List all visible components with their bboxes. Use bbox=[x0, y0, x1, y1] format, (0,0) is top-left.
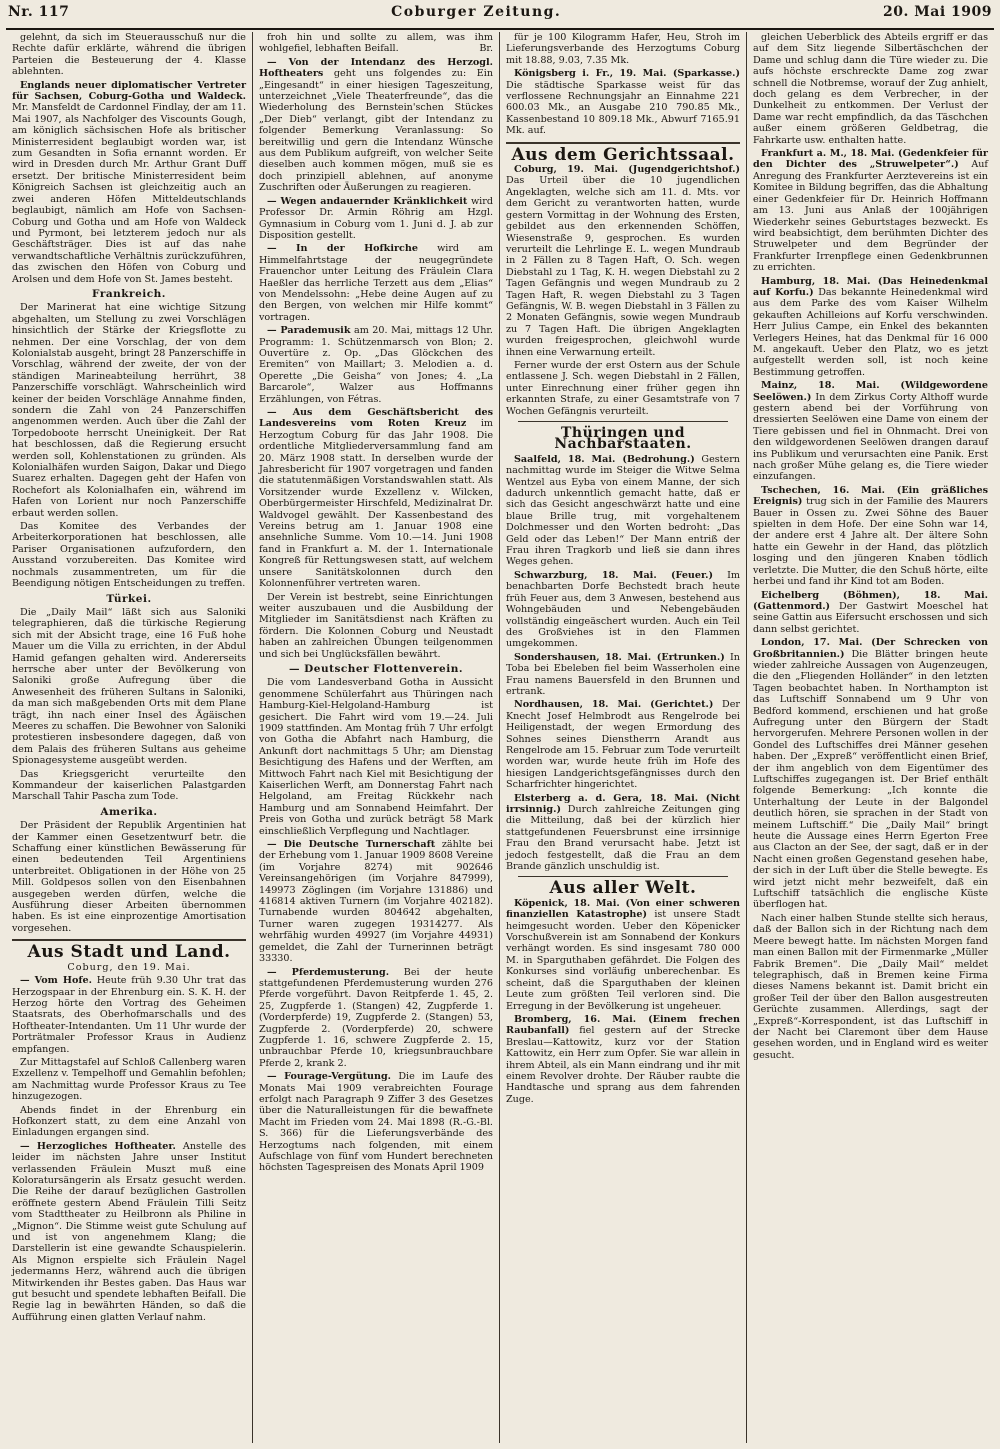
article-paragraph bbox=[259, 967, 493, 1070]
article-text: gleichen Ueberblick des Abteils ergriff er das auf dem Sitz liegende Silbertäschchen der Dame und schlug dann die Türe wieder zu. Die aufs höchste erschreckte Dame zog zwar schnell die Notbremse, worauf der Zug anhielt, doch gelang es dem Verbrecher, in der Dunkelheit zu entkommen. Der Verlust der Dame war recht empfindlich, da das Täschchen außer einem größeren Geldbetrag, die Fahrkarte usw. enthalten hatte. bbox=[753, 32, 988, 146]
article-text: trug sich in der Familie des Maurers Bauer in Ossen zu. Zwei Söhne des Bauer spielten in dem Hofe. Der eine Sohn war 14, der andere erst 4 Jahre alt. Der ältere Sohn hatte ein Gewehr in der Hand, das plötzlich losging und den jüngeren Knaben tödlich verletzte. Die Mutter, die den Schuß hörte, eilte herbei und fand ihr Kind tot am Boden. bbox=[753, 496, 988, 588]
newspaper-title: Coburger Zeitung. bbox=[391, 4, 562, 20]
article-lead: Tschechen, 16. Mai. (Ein gräßliches Ereignis) bbox=[753, 484, 988, 508]
article-text: Das Komitee des Verbandes der Arbeiterkorporationen hat beschlossen, alle Pariser Organisationen aufzufordern, den Ausstand vorzubereiten. Das Komitee wird nochmals zusammentreten, um für die Beendigung nötigen Entscheidungen zu treffen. bbox=[12, 521, 246, 590]
section-heading-flottenverein: — Deutscher Flottenverein. bbox=[289, 662, 463, 675]
article-lead: Schwarzburg, 18. Mai. (Feuer.) bbox=[514, 569, 714, 581]
article-lead: London, 17. Mai. (Der Schrecken von Großbritannien.) bbox=[753, 637, 988, 660]
article-paragraph bbox=[753, 276, 988, 379]
column-4 bbox=[747, 32, 994, 1443]
article-paragraph bbox=[753, 380, 988, 483]
article-text: Durch zahlreiche Zeitungen ging die Mitteilung, daß bei der kürzlich hier stattgefundenen Feuersbrunst eine irrsinnige Frau den Brand verursacht habe. Jetzt ist jedoch festgestellt, daß die Frau an dem Brande gänzlich unschuldig ist. bbox=[506, 804, 740, 873]
article-lead: Königsberg i. Fr., 19. Mai. (Sparkasse.) bbox=[514, 68, 740, 80]
article-text: Anstelle des leider im nächsten Jahre unser Institut verlassenden Fräulein Muszt muß eine Koloratursängerin als Ersatz gesucht werden. Die Reihe der darauf bezüglichen Gastrollen eröffnete gestern Abend Fräulein Tilli Seitz vom Stadttheater zu Heilbronn als Philine in „Mignon“. Die Stimme weist gute Schulung auf und ist von angenehmem Klang; die Darstellerin ist eine gewandte Schauspielerin. Als Mignon erspielte sich Fräulein Nagel jedermanns Herz, während auch die übrigen Mitwirkenden ihr Bestes gaben. Das Haus war gut besucht und spendete lebhaften Beifall. Die Regie lag in bewährten Händen, so daß die Aufführung einen glatten Verlauf nahm. bbox=[12, 1140, 246, 1323]
section-divider bbox=[518, 876, 728, 877]
column-1 bbox=[6, 32, 253, 1443]
section-heading-frankreich: Frankreich. bbox=[92, 287, 166, 300]
article-lead: Köpenick, 18. Mai. (Von einer schweren finanziellen Katastrophe) bbox=[506, 897, 740, 921]
article-paragraph bbox=[753, 485, 988, 588]
article-paragraph bbox=[259, 839, 493, 964]
article-text: geht uns folgendes zu: Ein „Eingesandt“ in einer hiesigen Tageszeitung, unterzeichnet „Viele Theaterfreunde“, das die Wiederholung des Bernstein'schen Stückes „Der Dieb“ verlangt, gibt der Intendanz zu folgender Bemerkung Veranlassung: So bereitwillig und gern die Intendanz Wünsche aus dem Publikum aufgreift, von welcher Seite dieselben auch kommen mögen, muß sie es doch prinzipiell ablehnen, auf anonyme Zuschriften oder Äußerungen zu reagieren. bbox=[259, 68, 493, 194]
article-text: Der Marinerat hat eine wichtige Sitzung abgehalten, um Stellung zu zwei Vorschlägen hinsichtlich der Stärke der Kriegsflotte zu nehmen. Der eine Vorschlag, der von dem Kolonialstab ausgeht, bringt 28 Panzerschiffe in Vorschlag, während der zweite, der von der ständigen Marineabteilung herrührt, 38 Panzerschiffe vorschlägt. Wahrscheinlich wird keiner der beiden Vorschläge Annahme finden, sondern die Zahl von 24 Panzerschiffen angenommen werden. Auch über die Zahl der Torpedoboote herrscht Uneinigkeit. Der Rat hat beschlossen, daß die Regierung ersucht werden soll, Kohlenstationen zu gründen. Als Kolonialhäfen wurden Saigon, Dakar und Diego Suarez erhalten. Dagegen geht der Hafen von Rochefort als Kolonialhafen ein, während im Hafen von Lorient nur noch Panzerschiffe erbaut werden sollen. bbox=[12, 302, 246, 519]
section-heading-stadt-und-land: Aus Stadt und Land. bbox=[27, 942, 231, 963]
article-paragraph bbox=[12, 1141, 246, 1324]
article-paragraph bbox=[506, 898, 740, 1012]
section-divider bbox=[506, 142, 740, 144]
article-text: Das Kriegsgericht verurteilte den Kommandeur der kaiserlichen Palastgarden Marschall Tahir Pascha zum Tode. bbox=[12, 768, 246, 803]
article-text: Der Präsident der Republik Argentinien hat der Kammer einen Gesetzentwurf betr. die Schaffung einer künstlichen Bewässerung für einen bedeutenden Teil Argentiniens unterbreitet. Obligationen in der Höhe von 25 Mill. Goldpesos sollen von den Eisenbahnen ausgegeben werden dürfen, welche die Ausführung dieser Arbeiten übernommen haben. Es ist eine einprozentige Amortisation vorgesehen. bbox=[12, 820, 246, 934]
article-paragraph bbox=[506, 652, 740, 698]
article-text: Abends findet in der Ehrenburg ein Hofkonzert statt, zu dem eine Anzahl von Einladungen ergangen sind. bbox=[12, 1104, 246, 1139]
article-lead: Bromberg, 16. Mai. (Einem frechen Raubanfall) bbox=[506, 1013, 740, 1037]
article-text: Zur Mittagstafel auf Schloß Callenberg waren Exzellenz v. Tempelhoff und Gemahlin befohlen; am Nachmittag wurde Professor Kraus zu Tee hinzugezogen. bbox=[12, 1056, 246, 1103]
column-3 bbox=[500, 32, 747, 1443]
article-paragraph bbox=[259, 325, 493, 405]
article-paragraph bbox=[506, 793, 740, 873]
article-paragraph bbox=[259, 243, 493, 323]
article-text: Bei der heute stattgefundenen Pferdemusterung wurden 276 Pferde vorgeführt. Davon Reitpferde 1. 45, 2. 25, Zugpferde 1. (Stangen) 42, Zugpferde 1. (Vorderpferde) 19, Zugpferde 2. (Stangen) 53, Zugpferde 2. (Vorderpferde) 20, schwere Zugpferde 1. 16, schwere Zugpferde 2. 15, unbrauchbar Pferde 10, kriegsunbrauchbare Pferde 2, krank 2. bbox=[259, 966, 493, 1069]
section-divider bbox=[12, 939, 246, 941]
article-lead: Nordhausen, 18. Mai. (Gerichtet.) bbox=[514, 699, 714, 711]
article-paragraph bbox=[12, 80, 246, 285]
article-paragraph bbox=[753, 148, 988, 273]
masthead bbox=[6, 4, 994, 30]
article-lead: — Von der Intendanz des Herzogl. Hoftheaters bbox=[259, 56, 493, 80]
article-text: Die im Laufe des Monats Mai 1909 verabreichten Fourage erfolgt nach Paragraph 9 Ziffer 3 des Gesetzes über die Naturalleistungen für die bewaffnete Macht im Frieden vom 24. Mai 1898 (R.-G.-Bl. S. 366) für die Lieferungsverbände des Herzogtums nach folgenden, mit einem Aufschlage von fünf vom Hundert berechneten höchsten Tagespreisen des Monats April 1909 bbox=[259, 1071, 493, 1174]
article-text: Der Verein ist bestrebt, seine Einrichtungen weiter auszubauen und die Ausbildung der Mitglieder im Sanitätsdienst nach Kräften zu fördern. Die Kolonnen Coburg und Neustadt haben an zahlreichen Übungen teilgenommen und sich bei Unglücksfällen bewährt. bbox=[259, 591, 493, 660]
article-text: Im benachbarten Dorfe Bechstedt brach heute früh Feuer aus, dem 3 Anwesen, bestehend aus Wohngebäuden und Nebengebäuden vollständig eingeäschert wurden. Auch ein Teil des Großviehes ist in den Flammen umgekommen. bbox=[506, 569, 740, 650]
article-lead: Saalfeld, 18. Mai. (Bedrohung.) bbox=[514, 453, 695, 465]
dateline: Coburg, den 19. Mai. bbox=[67, 961, 191, 973]
article-text: Das bekannte Heinedenkmal wird aus dem Parke des vom Kaiser Wilhelm gekauften Achilleions auf Korfu verschwinden. Herr Julius Campe, ein Enkel des bekannten Verlegers Heines, hat das Denkmal für 16 000 M. angekauft. Ueber den Platz, wo es jetzt aufgestellt werden soll, ist noch keine Bestimmung getroffen. bbox=[753, 286, 988, 378]
section-divider bbox=[518, 421, 728, 422]
article-text: Gestern nachmittag wurde im Steiger die Witwe Selma Wentzel aus Eyba von einem Manne, der sich dadurch unkenntlich gemacht hatte, daß er sich das Gesicht angeschwärzt hatte und eine blaue Brille trug, mit vorgehaltenem Dolchmesser und den Worten bedroht: „Das Geld oder das Leben!“ Der Mann entriß der Frau ihren Tragkorb und ließ sie dann ihres Weges gehen. bbox=[506, 453, 740, 568]
article-paragraph bbox=[12, 975, 246, 1055]
article-text: Die städtische Sparkasse weist für das verflossene Rechnungsjahr an Einnahme 221 600.03 Mk., an Ausgabe 210 790.85 Mk., Kassenbestand 10 809.18 Mk., Abwurf 7165.91 Mk. auf. bbox=[506, 79, 740, 137]
article-lead: — Pferdemusterung. bbox=[267, 966, 390, 978]
article-paragraph bbox=[506, 1014, 740, 1105]
article-text: fiel gestern auf der Strecke Breslau—Kattowitz, kurz vor der Station Kattowitz, ein Herr zum Opfer. Sie war allein in ihrem Abteil, als ein Mann eindrang und ihr mit einem Revolver drohte. Der Räuber raubte die Handtasche und sprang aus dem fahrenden Zuge. bbox=[506, 1025, 740, 1105]
article-lead: — Parademusik bbox=[267, 325, 351, 337]
article-lead: — Aus dem Geschäftsbericht des Landesvereins vom Roten Kreuz bbox=[259, 407, 493, 430]
article-paragraph bbox=[506, 699, 740, 790]
article-lead: Sondershausen, 18. Mai. (Ertrunken.) bbox=[514, 651, 725, 663]
article-text: Mr. Mansfeldt de Cardonnel Findlay, der am 11. Mai 1907, als Nachfolger des Viscounts Gough, am königlich sächsischen Hofe als britischer Ministerresident beglaubigt worden war, ist zum Gesandten in Sofia ernannt worden. Er wird in Dresden durch Mr. Arthur Grant Duff ersetzt. Der britische Ministerresident beim Königreich Sachsen ist gleichzeitig auch an zwei anderen Höfen Mitteldeutschlands beglaubigt, nämlich am Hofe von Sachsen-Coburg und Gotha und am Hofe von Waldeck und Pyrmont, bei letzterem jedoch nur als Geschäftsträger. Dies ist auf das nahe verwandtschaftliche Verhältnis zurückzuführen, das zwischen den Höfen von Coburg und Arolsen und dem Hofe von St. James besteht. bbox=[12, 102, 246, 285]
article-paragraph bbox=[753, 590, 988, 636]
article-text: Der Gastwirt Moeschel hat seine Gattin aus Eifersucht erschossen und sich dann selbst gerichtet. bbox=[753, 600, 988, 635]
article-text: Auf Anregung des Frankfurter Aerztevereins ist ein Komitee in Bildung begriffen, das die Abhaltung einer Gedenkfeier für Dr. Heinrich Hoffmann am 13. Juni aus Anlaß der 100jährigen Wiederkehr seines Geburtstages bezweckt. Es wird beabsichtigt, dem berühmten Dichter des Struwelpeter und dem Begründer der Frankfurter Irrenpflege einen Gedenkbrunnen zu errichten. bbox=[753, 159, 988, 274]
article-text: für je 100 Kilogramm Hafer, Heu, Stroh im Lieferungsverbande des Herzogtums Coburg mit 18.88, 9.03, 7.35 Mk. bbox=[506, 32, 740, 66]
article-text: gelehnt, da sich im Steuerausschuß nur die Rechte dafür erklärte, während die übrigen Parteien die Besteuerung der 4. Klasse ablehnten. bbox=[12, 32, 246, 78]
article-text: Die vom Landesverband Gotha in Aussicht genommene Schülerfahrt aus Thüringen nach Hamburg-Kiel-Helgoland-Hamburg ist gesichert. Die Fahrt wird vom 19.—24. Juli 1909 stattfinden. Am Montag früh 7 Uhr erfolgt von Gotha die Abfahrt nach Hamburg, die Ankunft dort nachmittags 5 Uhr; am Dienstag Besichtigung des Hafens und der Werften, am Mittwoch Fahrt nach Kiel mit Besichtigung der Kaiserlichen Werft, am Donnerstag Fahrt nach Helgoland, am Freitag Rückkehr nach Hamburg und am Sonnabend Heimfahrt. Der Preis von Gotha und zurück beträgt 58 Mark einschließlich Verpflegung und Nachtlager. bbox=[259, 677, 493, 837]
section-heading-tuerkei: Türkei. bbox=[106, 592, 152, 605]
article-lead: Mainz, 18. Mai. (Wildgewordene Seelöwen.) bbox=[753, 380, 988, 403]
article-text: Der Knecht Josef Helmbrodt aus Rengelrode bei Heiligenstadt, der wegen Ermordung des Sohnes seines Dienstherrn Arandt aus Rengelrode am 15. Februar zum Tode verurteilt worden war, wurde heute früh im Hofe des hiesigen Landgerichtsgefängnisses durch den Scharfrichter hingerichtet. bbox=[506, 699, 740, 791]
article-text: im Herzogtum Coburg für das Jahr 1908. Die ordentliche Mitgliederversammlung fand am 20. März 1908 statt. In derselben wurde der Jahresbericht für 1907 vorgetragen und fanden die statutenmäßigen Vorstandswahlen statt. Als Vorsitzender wurde Exzellenz v. Wilcken, Oberbürgermeister Hirschfeld, Medizinalrat Dr. Waldvogel gewählt. Der Kassenbestand des Vereins betrug am 1. Januar 1908 eine ansehnliche Summe. Vom 10.—14. Juni 1908 fand in Frankfurt a. M. der 1. Internationale Kongreß für Rettungswesen statt, auf welchem unsere Sanitätskolonnen durch den Kolonnenführer vertreten waren. bbox=[259, 418, 493, 590]
article-paragraph bbox=[259, 32, 493, 55]
article-text: In dem Zirkus Corty Althoff wurde gestern abend bei der Vorführung von dressierten Seelöwen eine Dame von einem der Tiere gebissen und fiel in Ohnmacht. Drei von den wildgewordenen Seelöwen drangen darauf ins Publikum und verursachten eine Panik. Erst nach großer Mühe gelang es, die Tiere wieder einzufangen. bbox=[753, 391, 988, 483]
article-lead: Elsterberg a. d. Gera, 18. Mai. (Nicht irrsinnig.) bbox=[506, 792, 740, 815]
column-2 bbox=[253, 32, 500, 1443]
article-paragraph bbox=[259, 57, 493, 194]
article-text: ist unsere Stadt heimgesucht worden. Ueber den Köpenicker Vorschußverein ist am Sonnabend der Konkurs verhängt worden. Es sind insgesamt 780 000 M. in Sparguthaben gefährdet. Die Folgen des Konkurses sind vorläufig unberechenbar. Es scheint, daß die Sparguthaben der kleinen Leute zum größten Teil verloren sind. Die Erregung in der Bevölkerung ist ungeheuer. bbox=[506, 909, 740, 1012]
article-lead: — Die Deutsche Turnerschaft bbox=[267, 839, 436, 851]
article-text: Nach einer halben Stunde stellte sich heraus, daß der Ballon sich in der Richtung nach dem Meere bewegt hatte. Im nächsten Morgen fand man einen Ballon mit der Firmenmarke „Müller Fabrik Bremen“. Die „Daily Mail“ meldet telegraphisch, daß in Bremen keine Firma dieses Namens bekannt ist. Damit bricht ein großer Teil der über den Ballon ausgestreuten Gerüchte zusammen. Allerdings, sagt der „Expreß“-Korrespondent, ist das Luftschiff in der Nacht bei Claremont über dem Hause gesehen worden, und in England wird es weiter gesucht. bbox=[753, 912, 988, 1061]
article-paragraph bbox=[259, 1071, 493, 1174]
article-text: wird am Himmelfahrtstage der neugegründete Frauenchor unter Leitung des Fräulein Clara Haeßler das herrliche Terzett aus dem „Elias“ von Mendelssohn: „Hebe deine Augen auf zu den Bergen, von welchen mir Hilfe kommt“ vortragen. bbox=[259, 243, 493, 323]
article-paragraph bbox=[506, 164, 740, 358]
article-paragraph bbox=[506, 454, 740, 568]
article-lead: — Fourage-Vergütung. bbox=[267, 1071, 392, 1083]
article-lead: Eichelberg (Böhmen), 18. Mai. (Gattenmord.) bbox=[753, 589, 988, 612]
issue-number: Nr. 117 bbox=[8, 4, 70, 20]
article-lead: Frankfurt a. M., 18. Mai. (Gedenkfeier für den Dichter des „Struwelpeter“.) bbox=[753, 148, 988, 171]
article-text: Das Urteil über die 10 jugendlichen Angeklagten, welche sich am 11. d. Mts. vor dem Gericht zu verantworten hatten, wurde gestern Vormittag in der Wohnung des Ersten, gebildet aus den erkennenden Schöffen, Wiesenstraße 9, gesprochen. Es wurden verurteilt die Lehrlinge E. L. wegen Mundraub in 2 Fällen zu 8 Tagen Haft, O. Sch. wegen Diebstahl zu 1 Tag, K. H. wegen Diebstahl zu 2 Tagen Gefängnis und wegen Mundraub zu 2 Tagen Haft, R. wegen Diebstahl zu 3 Tagen Gefängnis, W. B. wegen Diebstahl in 3 Fällen zu 2 Monaten Gefängnis, sowie wegen Mundraub zu 7 Tagen Haft. Die übrigen Angeklagten wurden freigesprochen, gleichwohl wurde ihnen eine Verwarnung erteilt. bbox=[506, 175, 740, 358]
section-heading-gerichtssaal: Aus dem Gerichtssaal. bbox=[511, 144, 735, 165]
article-text: zählte bei der Erhebung vom 1. Januar 1909 8608 Vereine (im Vorjahre 8274) mit 902646 Vereinsangehörigen (im Vorjahre 847999), 149973 Zöglingen (im Vorjahre 131886) und 416814 aktiven Turnern (im Vorjahre 402182). Turnabende wurden 804642 abgehalten, Turner waren zugegen 19314277. Als wehrfähig wurden 49927 (im Vorjahre 44931) gemeldet, die Zahl der Turnerinnen beträgt 33330. bbox=[259, 839, 493, 965]
section-heading-thueringen: Thüringen und Nachbarstaaten. bbox=[554, 425, 692, 453]
article-lead: Coburg, 19. Mai. (Jugendgerichtshof.) bbox=[514, 164, 740, 176]
article-text: Heute früh 9.30 Uhr trat das Herzogspaar in der Ehrenburg ein. S. K. H. der Herzog hörte den Vortrag des Geheimen Staatsrats, des Oberhofmarschalls und des Hoftheater-Intendanten. Um 11 Uhr wurde der Porträtmaler Professor Kraus in Audienz empfangen. bbox=[12, 975, 246, 1055]
article-text: am 20. Mai, mittags 12 Uhr. Programm: 1. Schützenmarsch von Blon; 2. Ouvertüre z. Op. „Das Glöckchen des Eremiten“ von Maillart; 3. Melodien a. d. Operette „Die Geisha“ von Jones; 4. „La Barcarole“, Walzer aus Hoffmanns Erzählungen, von Fétras. bbox=[259, 325, 493, 405]
article-paragraph bbox=[259, 196, 493, 242]
article-lead: Hamburg, 18. Mai. (Das Heinedenkmal auf Korfu.) bbox=[753, 275, 988, 298]
section-heading-amerika: Amerika. bbox=[100, 805, 158, 818]
section-heading-aus-aller-welt: Aus aller Welt. bbox=[549, 878, 697, 899]
article-lead: Englands neuer diplomatischer Vertreter für Sachsen, Coburg-Gotha und Waldeck. bbox=[12, 79, 246, 103]
article-signature: Br. bbox=[479, 43, 493, 55]
article-text: wird Professor Dr. Armin Röhrig am Hzgl. Gymnasium in Coburg vom 1. Juni d. J. ab zur Disposition gestellt. bbox=[259, 195, 493, 241]
article-columns bbox=[6, 32, 994, 1443]
article-lead: — Wegen andauernder Kränklichkeit bbox=[267, 195, 468, 207]
article-text: Die „Daily Mail“ läßt sich aus Saloniki telegraphieren, daß die türkische Regierung sich mit der Absicht trage, eine 16 Fuß hohe Mauer um die Villa zu errichten, in der Abdul Hamid gefangen gehalten wird. Andererseits herrsche aber unter der Bevölkerung von Saloniki große Aufregung über die Anwesenheit des früheren Sultans in Saloniki, da man sich maßgebenden Orts mit dem Plane trägt, ihn nach einer Insel des Ägäischen Meeres zu schaffen. Die Bewohner von Saloniki protestieren insbesondere dagegen, daß von dem Palais des früheren Sultans aus geheime Spionagesysteme ausgeübt werden. bbox=[12, 606, 246, 767]
article-text: In Toba bei Ebeleben fiel beim Wasserholen eine Frau namens Bauersfeld in den Brunnen und ertrank. bbox=[506, 651, 740, 697]
article-paragraph bbox=[259, 407, 493, 590]
article-text: froh hin und sollte zu allem, was ihm wohlgefiel, lebhaften Beifall. bbox=[259, 32, 493, 55]
article-paragraph bbox=[506, 570, 740, 650]
article-lead: — In der Hofkirche bbox=[267, 243, 418, 255]
article-lead: — Herzogliches Hoftheater. bbox=[20, 1140, 176, 1152]
article-text: Ferner wurde der erst Ostern aus der Schule entlassene J. Sch. wegen Diebstahl in 2 Fällen, unter Einrechnung einer früher gegen ihn erkannten Strafe, zu einer Gesamtstrafe von 7 Wochen Gefängnis verurteilt. bbox=[506, 359, 740, 417]
article-lead: — Vom Hofe. bbox=[20, 975, 92, 987]
article-paragraph bbox=[506, 68, 740, 136]
issue-date: 20. Mai 1909 bbox=[883, 4, 992, 20]
article-text: Die Blätter bringen heute wieder zahlreiche Aussagen von Augenzeugen, die den „Fliegenden Holländer“ in den letzten Tagen beobachtet haben. In Northampton ist das Luftschiff Sonnabend um 9 Uhr von Bedford kommend, erschienen und hat große Aufregung unter den Bürgern der Stadt hervorgerufen. Mehrere Personen wollen in der Gondel des Luftschiffes drei Männer gesehen haben. Der „Expreß“ veröffentlicht einen Brief, der ihm angeblich von dem Eigentümer des Luftschiffes zugegangen ist. Der Brief enthält folgende Bemerkung: „Ich konnte die Unterhaltung der Leute in der Balgondel deutlich hören, sie sprachen in der Stadt von meinem Luftschiff.“ Die „Daily Mail“ bringt heute die Aussage eines Herrn Egerton Free aus Clacton an der See, der sagt, daß er in der Nacht einen großen Gegenstand gesehen habe, der sich in der Luft über die Stelle bewegte. Es wird jetzt nicht mehr bezweifelt, daß ein Luftschiff tatsächlich die englische Küste überflogen hat. bbox=[753, 648, 988, 911]
article-paragraph bbox=[753, 637, 988, 911]
